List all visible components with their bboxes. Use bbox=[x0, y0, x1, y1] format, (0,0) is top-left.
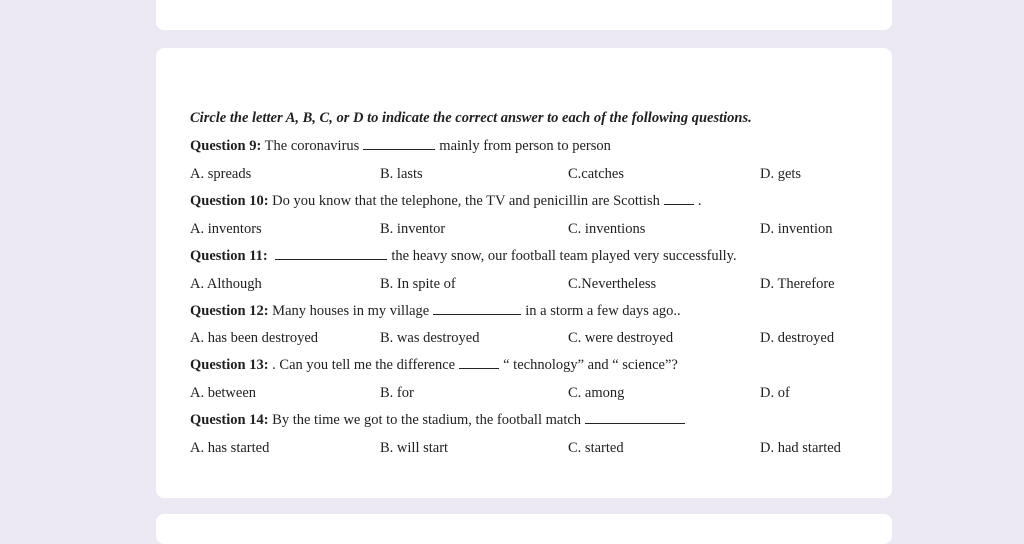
previous-card bbox=[156, 0, 892, 30]
question-text-after: in a storm a few days ago.. bbox=[525, 303, 681, 319]
answer-blank bbox=[275, 258, 387, 260]
option-c[interactable]: C. inventions bbox=[568, 221, 646, 237]
question-12 bbox=[190, 303, 681, 320]
question-text-after: “ technology” and “ science”? bbox=[503, 357, 678, 373]
question-11 bbox=[190, 248, 737, 265]
option-d[interactable]: D. destroyed bbox=[760, 330, 835, 346]
question-text-before: By the time we got to the stadium, the football match bbox=[272, 412, 582, 428]
option-c[interactable]: C.catches bbox=[568, 166, 624, 182]
option-b[interactable]: B. inventor bbox=[380, 221, 446, 237]
question-label: Question 9: bbox=[190, 138, 262, 154]
option-d[interactable]: D. of bbox=[760, 385, 790, 401]
question-13 bbox=[190, 357, 678, 374]
question-label: Question 10: bbox=[190, 193, 269, 209]
question-text-after: . bbox=[697, 193, 702, 209]
option-c[interactable]: C. started bbox=[568, 440, 624, 456]
option-a[interactable]: A. Although bbox=[190, 276, 262, 292]
option-d[interactable]: D. invention bbox=[760, 221, 833, 237]
question-card bbox=[156, 48, 892, 498]
option-a[interactable]: A. between bbox=[190, 385, 257, 401]
option-a[interactable]: A. has been destroyed bbox=[190, 330, 319, 346]
question-label: Question 14: bbox=[190, 412, 269, 428]
option-b[interactable]: B. will start bbox=[380, 440, 449, 456]
question-14 bbox=[190, 412, 689, 429]
option-b[interactable]: B. was destroyed bbox=[380, 330, 480, 346]
instruction-text: Circle the letter A, B, C, or D to indicate the correct answer to each of the following questions. bbox=[190, 110, 752, 126]
option-a[interactable]: A. inventors bbox=[190, 221, 262, 237]
option-c[interactable]: C.Nevertheless bbox=[568, 276, 657, 292]
question-9 bbox=[190, 138, 611, 155]
option-a[interactable]: A. has started bbox=[190, 440, 270, 456]
option-c[interactable]: C. among bbox=[568, 385, 625, 401]
option-b[interactable]: B. In spite of bbox=[380, 276, 456, 292]
option-a[interactable]: A. spreads bbox=[190, 166, 252, 182]
answer-blank bbox=[433, 313, 521, 315]
option-c[interactable]: C. were destroyed bbox=[568, 330, 674, 346]
option-b[interactable]: B. for bbox=[380, 385, 414, 401]
question-label: Question 11: bbox=[190, 248, 268, 264]
answer-blank bbox=[585, 422, 685, 424]
question-label: Question 12: bbox=[190, 303, 269, 319]
option-d[interactable]: D. had started bbox=[760, 440, 841, 456]
question-text-before: . Can you tell me the difference bbox=[272, 357, 456, 373]
answer-blank bbox=[459, 367, 499, 369]
option-d[interactable]: D. Therefore bbox=[760, 276, 835, 292]
option-b[interactable]: B. lasts bbox=[380, 166, 423, 182]
next-card bbox=[156, 514, 892, 544]
question-text-before: The coronavirus bbox=[264, 138, 360, 154]
answer-blank bbox=[363, 148, 435, 150]
answer-blank bbox=[664, 203, 694, 205]
question-10 bbox=[190, 193, 701, 210]
question-text-after: mainly from person to person bbox=[439, 138, 611, 154]
question-text-after: the heavy snow, our football team played very successfully. bbox=[391, 248, 737, 264]
question-text-before: Many houses in my village bbox=[272, 303, 430, 319]
question-text-before: Do you know that the telephone, the TV and penicillin are Scottish bbox=[272, 193, 660, 209]
option-d[interactable]: D. gets bbox=[760, 166, 802, 182]
question-label: Question 13: bbox=[190, 357, 269, 373]
